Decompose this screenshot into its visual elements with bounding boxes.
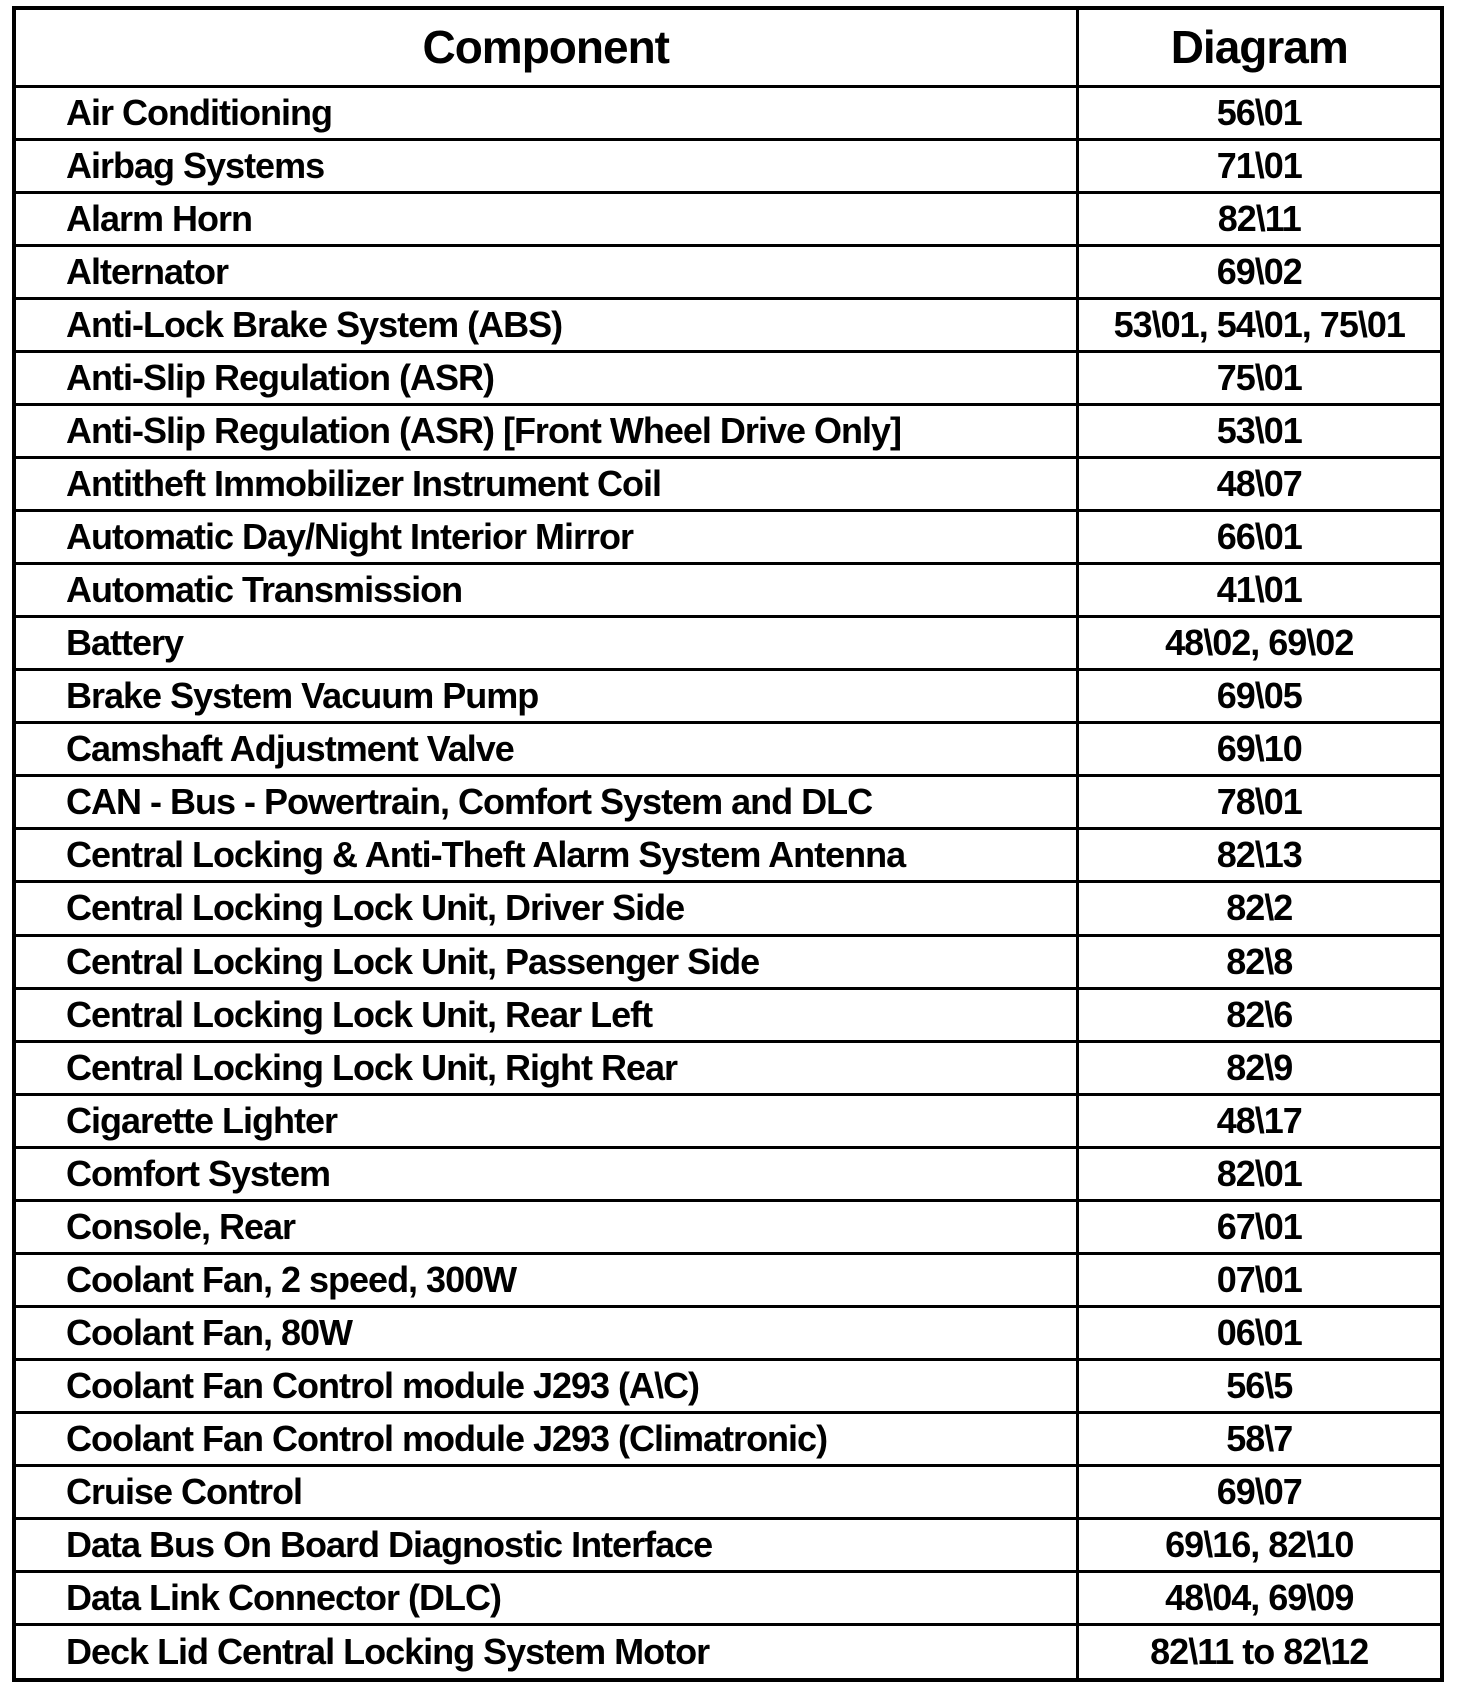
component-cell: Anti-Lock Brake System (ABS) <box>16 298 1077 351</box>
component-cell: Automatic Transmission <box>16 564 1077 617</box>
component-cell: Cruise Control <box>16 1466 1077 1519</box>
header-diagram: Diagram <box>1077 10 1440 86</box>
component-cell: Coolant Fan, 2 speed, 300W <box>16 1253 1077 1306</box>
table-row <box>16 829 1440 882</box>
table-row <box>16 1253 1440 1306</box>
header-row <box>16 10 1440 86</box>
component-cell: Alarm Horn <box>16 192 1077 245</box>
table-row <box>16 1466 1440 1519</box>
diagram-cell: 41\01 <box>1077 564 1440 617</box>
table-row <box>16 351 1440 404</box>
table-row <box>16 298 1440 351</box>
diagram-cell: 48\04, 69\09 <box>1077 1572 1440 1625</box>
diagram-cell: 58\7 <box>1077 1413 1440 1466</box>
table-row <box>16 723 1440 776</box>
table-row <box>16 511 1440 564</box>
table-body <box>16 86 1440 1678</box>
diagram-cell: 82\13 <box>1077 829 1440 882</box>
table-row <box>16 86 1440 139</box>
diagram-cell: 71\01 <box>1077 139 1440 192</box>
table-row <box>16 1094 1440 1147</box>
component-cell: Battery <box>16 617 1077 670</box>
component-cell: CAN - Bus - Powertrain, Comfort System and DLC <box>16 776 1077 829</box>
diagram-cell: 48\02, 69\02 <box>1077 617 1440 670</box>
component-cell: Central Locking Lock Unit, Right Rear <box>16 1041 1077 1094</box>
table-row <box>16 776 1440 829</box>
table-row <box>16 564 1440 617</box>
component-diagram-table <box>16 10 1440 1678</box>
diagram-cell: 56\5 <box>1077 1360 1440 1413</box>
diagram-cell: 69\10 <box>1077 723 1440 776</box>
diagram-cell: 69\05 <box>1077 670 1440 723</box>
component-cell: Camshaft Adjustment Valve <box>16 723 1077 776</box>
table-row <box>16 1200 1440 1253</box>
diagram-cell: 78\01 <box>1077 776 1440 829</box>
table-row <box>16 617 1440 670</box>
diagram-cell: 69\16, 82\10 <box>1077 1519 1440 1572</box>
component-cell: Automatic Day/Night Interior Mirror <box>16 511 1077 564</box>
component-cell: Coolant Fan, 80W <box>16 1306 1077 1359</box>
component-cell: Cigarette Lighter <box>16 1094 1077 1147</box>
component-cell: Anti-Slip Regulation (ASR) <box>16 351 1077 404</box>
diagram-cell: 48\17 <box>1077 1094 1440 1147</box>
diagram-cell: 82\01 <box>1077 1147 1440 1200</box>
table-row <box>16 1519 1440 1572</box>
component-cell: Central Locking Lock Unit, Passenger Side <box>16 935 1077 988</box>
diagram-cell: 06\01 <box>1077 1306 1440 1359</box>
table-row <box>16 935 1440 988</box>
table-row <box>16 457 1440 510</box>
diagram-cell: 82\8 <box>1077 935 1440 988</box>
table-row <box>16 1306 1440 1359</box>
component-cell: Data Bus On Board Diagnostic Interface <box>16 1519 1077 1572</box>
diagram-cell: 69\07 <box>1077 1466 1440 1519</box>
table-row <box>16 1360 1440 1413</box>
diagram-cell: 53\01 <box>1077 404 1440 457</box>
table-row <box>16 670 1440 723</box>
diagram-cell: 82\9 <box>1077 1041 1440 1094</box>
table-row <box>16 882 1440 935</box>
diagram-cell: 07\01 <box>1077 1253 1440 1306</box>
component-cell: Data Link Connector (DLC) <box>16 1572 1077 1625</box>
table-row <box>16 1147 1440 1200</box>
diagram-cell: 75\01 <box>1077 351 1440 404</box>
component-cell: Comfort System <box>16 1147 1077 1200</box>
diagram-cell: 82\6 <box>1077 988 1440 1041</box>
component-cell: Alternator <box>16 245 1077 298</box>
diagram-cell: 66\01 <box>1077 511 1440 564</box>
diagram-cell: 48\07 <box>1077 457 1440 510</box>
diagram-cell: 82\2 <box>1077 882 1440 935</box>
table-row <box>16 1413 1440 1466</box>
component-cell: Antitheft Immobilizer Instrument Coil <box>16 457 1077 510</box>
diagram-cell: 82\11 <box>1077 192 1440 245</box>
diagram-cell: 69\02 <box>1077 245 1440 298</box>
component-cell: Anti-Slip Regulation (ASR) [Front Wheel Drive Only] <box>16 404 1077 457</box>
table-row <box>16 404 1440 457</box>
table-row <box>16 988 1440 1041</box>
diagram-cell: 67\01 <box>1077 1200 1440 1253</box>
component-cell: Deck Lid Central Locking System Motor <box>16 1625 1077 1678</box>
component-diagram-table-frame <box>12 6 1444 1682</box>
component-cell: Brake System Vacuum Pump <box>16 670 1077 723</box>
table-row <box>16 139 1440 192</box>
table-row <box>16 1041 1440 1094</box>
component-cell: Coolant Fan Control module J293 (A\C) <box>16 1360 1077 1413</box>
component-cell: Airbag Systems <box>16 139 1077 192</box>
component-cell: Central Locking Lock Unit, Rear Left <box>16 988 1077 1041</box>
diagram-cell: 53\01, 54\01, 75\01 <box>1077 298 1440 351</box>
component-cell: Air Conditioning <box>16 86 1077 139</box>
component-cell: Central Locking Lock Unit, Driver Side <box>16 882 1077 935</box>
table-row <box>16 245 1440 298</box>
header-component: Component <box>16 10 1077 86</box>
component-cell: Central Locking & Anti-Theft Alarm System Antenna <box>16 829 1077 882</box>
component-cell: Coolant Fan Control module J293 (Climatronic) <box>16 1413 1077 1466</box>
table-row <box>16 192 1440 245</box>
diagram-cell: 56\01 <box>1077 86 1440 139</box>
table-row <box>16 1572 1440 1625</box>
table-row <box>16 1625 1440 1678</box>
diagram-cell: 82\11 to 82\12 <box>1077 1625 1440 1678</box>
component-cell: Console, Rear <box>16 1200 1077 1253</box>
